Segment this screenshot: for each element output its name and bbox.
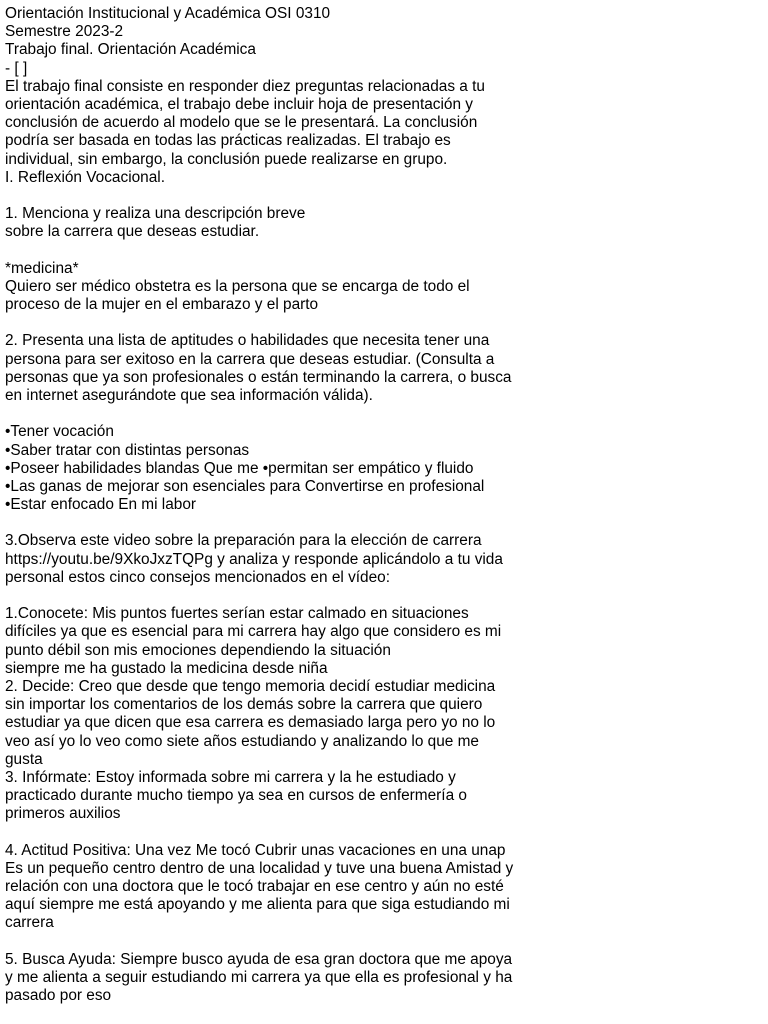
blank-line xyxy=(5,514,765,532)
text-line: individual, sin embargo, la conclusión puede realizarse en grupo. xyxy=(5,150,448,168)
text-line: practicado durante mucho tiempo ya sea en cursos de enfermería o xyxy=(5,787,467,805)
text-line: pasado por eso xyxy=(5,987,112,1005)
text-line: •Estar enfocado En mi labor xyxy=(5,496,197,514)
blank-line xyxy=(5,314,765,332)
text-line: podría ser basada en todas las prácticas realizadas. El trabajo es xyxy=(5,132,451,150)
text-line: aquí siempre me está apoyando y me alienta para que siga estudiando mi xyxy=(5,896,510,914)
blank-line xyxy=(5,823,765,841)
text-line: conclusión de acuerdo al modelo que se le presentará. La conclusión xyxy=(5,114,478,132)
text-line: persona para ser exitoso en la carrera que deseas estudiar. (Consulta a xyxy=(5,350,495,368)
text-line: Es un pequeño centro dentro de una localidad y tuve una buena Amistad y xyxy=(5,859,514,877)
text-line: 2. Presenta una lista de aptitudes o habilidades que necesita tener una xyxy=(5,332,490,350)
text-line: primeros auxilios xyxy=(5,805,121,823)
text-line: carrera xyxy=(5,914,54,932)
text-line: 1.Conocete: Mis puntos fuertes serían estar calmado en situaciones xyxy=(5,605,469,623)
blank-line xyxy=(5,187,765,205)
text-line: •Poseer habilidades blandas Que me •permitan ser empático y fluido xyxy=(5,459,474,477)
text-line: sobre la carrera que deseas estudiar. xyxy=(5,223,260,241)
text-line: •Saber tratar con distintas personas xyxy=(5,441,250,459)
document-body xyxy=(5,5,765,1005)
text-line: veo así yo lo veo como siete años estudiando y analizando lo que me xyxy=(5,732,479,750)
text-line: I. Reflexión Vocacional. xyxy=(5,168,165,186)
text-line: https://youtu.be/9XkoJxzTQPg y analiza y responde aplicándolo a tu vida xyxy=(5,550,503,568)
text-line: proceso de la mujer en el embarazo y el parto xyxy=(5,296,319,313)
text-line: punto débil son mis emociones dependiendo la situación xyxy=(5,641,391,659)
text-line: siempre me ha gustado la medicina desde niña xyxy=(5,659,328,677)
text-line: en internet asegurándote que sea información válida). xyxy=(5,386,373,404)
text-line: personas que ya son profesionales o están terminando la carrera, o busca xyxy=(5,368,512,386)
text-line: 3.Observa este video sobre la preparación para la elección de carrera xyxy=(5,532,482,550)
text-line: estudiar ya que dicen que esa carrera es demasiado larga pero yo no lo xyxy=(5,714,496,732)
text-line: y me alienta a seguir estudiando mi carrera ya que ella es profesional y ha xyxy=(5,968,513,986)
text-line: gusta xyxy=(5,750,43,768)
text-line: Semestre 2023-2 xyxy=(5,23,124,41)
text-line: - [ ] xyxy=(5,59,28,77)
text-line: •Tener vocación xyxy=(5,423,114,441)
text-line: 5. Busca Ayuda: Siempre busco ayuda de esa gran doctora que me apoya xyxy=(5,950,513,968)
blank-line xyxy=(5,933,765,951)
text-line: 4. Actitud Positiva: Una vez Me tocó Cubrir unas vacaciones en una unap xyxy=(5,841,506,859)
blank-line xyxy=(5,587,765,605)
text-line: 3. Infórmate: Estoy informada sobre mi carrera y la he estudiado y xyxy=(5,768,456,786)
text-line: relación con una doctora que le tocó trabajar en ese centro y aún no esté xyxy=(5,878,504,895)
blank-line xyxy=(5,405,765,423)
text-line: •Las ganas de mejorar son esenciales para Convertirse en profesional xyxy=(5,477,485,495)
text-line: *medicina* xyxy=(5,259,79,277)
text-line: Trabajo final. Orientación Académica xyxy=(5,41,256,59)
text-line: sin importar los comentarios de los demás sobre la carrera que quiero xyxy=(5,696,483,714)
blank-line xyxy=(5,241,765,259)
text-line: difíciles ya que es esencial para mi carrera hay algo que considero es mi xyxy=(5,623,502,641)
text-line: orientación académica, el trabajo debe incluir hoja de presentación y xyxy=(5,95,473,113)
text-line: 2. Decide: Creo que desde que tengo memoria decidí estudiar medicina xyxy=(5,677,496,695)
text-line: 1. Menciona y realiza una descripción breve xyxy=(5,205,306,223)
text-line: personal estos cinco consejos mencionados en el vídeo: xyxy=(5,568,390,586)
text-line: Quiero ser médico obstetra es la persona que se encarga de todo el xyxy=(5,277,470,295)
text-line: El trabajo final consiste en responder diez preguntas relacionadas a tu xyxy=(5,77,485,95)
text-line: Orientación Institucional y Académica OSI 0310 xyxy=(5,5,331,22)
